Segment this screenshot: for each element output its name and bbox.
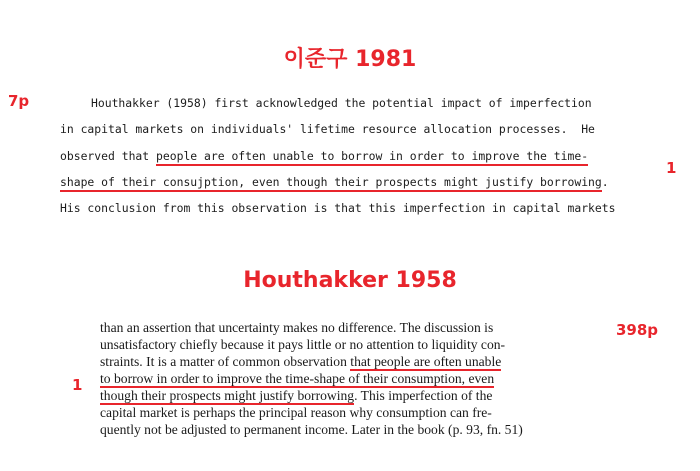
bottom-margin-note: 1 xyxy=(72,376,83,394)
top-underlined-passage-1: people are often unable to borrow in order to improve the time- xyxy=(156,149,588,166)
top-line-5: His conclusion from this observation is that this imperfection in capital markets xyxy=(60,201,616,215)
top-line-4-post: . xyxy=(601,175,609,189)
top-line-3 xyxy=(60,149,588,163)
top-margin-note: 1 xyxy=(666,159,677,177)
bottom-underlined-passage-1: that people are often unable xyxy=(350,354,502,369)
bottom-line-1: than an assertion that uncertainty makes no difference. The discussion is xyxy=(100,320,494,335)
top-line-3-pre: observed that xyxy=(60,149,157,163)
bottom-page-label: 398p xyxy=(616,321,659,339)
bottom-line-5-post: . This imperfection of the xyxy=(354,388,493,403)
bottom-line-3 xyxy=(100,353,501,370)
bottom-line-7: quently not be adjusted to permanent income. Later in the book (p. 93, fn. 51) xyxy=(100,422,523,437)
bottom-underlined-passage-2: to borrow in order to improve the time-shape of their consumption, even xyxy=(100,371,495,386)
top-title: 이준구 1981 xyxy=(283,47,417,72)
bottom-line-3-pre: straints. It is a matter of common observation xyxy=(100,354,351,369)
bottom-line-5 xyxy=(100,387,492,404)
top-line-4 xyxy=(60,175,609,189)
top-line-1: Houthakker (1958) first acknowledged the potential impact of imperfection xyxy=(91,96,592,110)
bottom-title: Houthakker 1958 xyxy=(243,268,457,293)
bottom-line-6: capital market is perhaps the principal reason why consumption can fre- xyxy=(100,405,492,420)
bottom-line-4 xyxy=(100,370,494,387)
top-page-label: 7p xyxy=(8,92,30,110)
top-underlined-passage-2: shape of their consujption, even though their prospects might justify borrowing xyxy=(60,175,602,192)
top-line-2: in capital markets on individuals' lifetime resource allocation processes. He xyxy=(60,122,595,136)
bottom-underlined-passage-3: though their prospects might justify borrowing xyxy=(100,388,355,403)
bottom-line-2: unsatisfactory chiefly because it pays little or no attention to liquidity con- xyxy=(100,337,506,352)
